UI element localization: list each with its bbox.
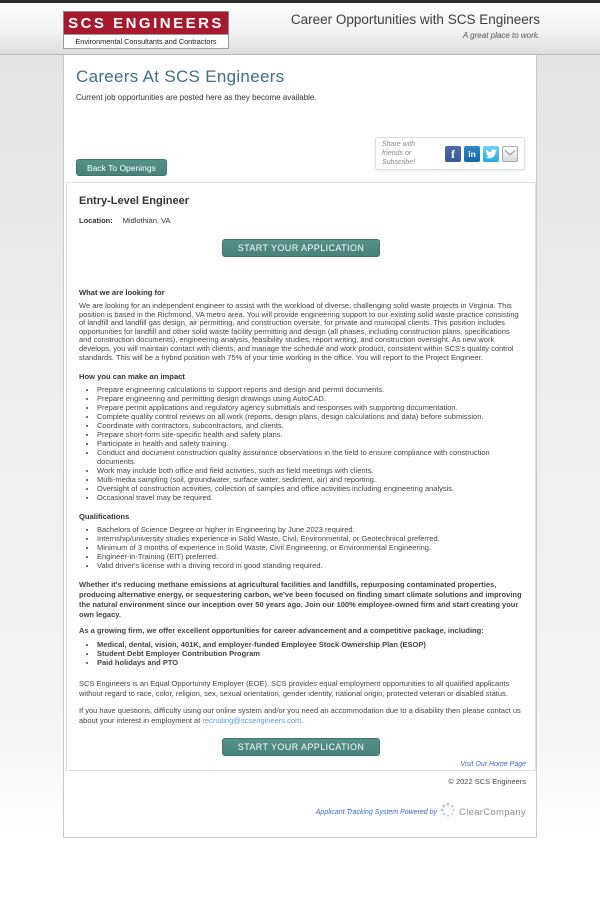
careers-heading: Careers At SCS Engineers xyxy=(76,67,285,86)
contact-paragraph xyxy=(79,706,523,726)
start-application-button-bottom[interactable]: START YOUR APPLICATION xyxy=(222,738,381,756)
section-heading-looking: What we are looking for xyxy=(79,288,165,297)
linkedin-icon[interactable]: in xyxy=(464,146,480,162)
contact-text-suffix: . xyxy=(301,715,304,725)
list-item: • Internship/university studies experience in Solid Waste, Civil, Environmental, or Geotechnical preferred. xyxy=(97,534,523,543)
job-posting xyxy=(66,182,536,771)
benefits-list xyxy=(79,640,523,667)
clearcompany-logo-icon xyxy=(440,802,456,823)
ats-attribution xyxy=(316,802,526,823)
contact-text: If you have questions, difficulty using our online system and/or you need an accommodation due to a disability then please contact us about your interest in employment at xyxy=(79,705,521,725)
list-item: • Occasional travel may be required. xyxy=(97,493,523,502)
clearcompany-wordmark: ClearCompany xyxy=(459,807,526,818)
list-item: • Prepare engineering and permitting design drawings using AutoCAD. xyxy=(97,394,523,403)
logo-title: SCS ENGINEERS xyxy=(63,11,229,34)
page-title: Career Opportunities with SCS Engineers xyxy=(290,12,540,27)
page-tagline: A great place to work. xyxy=(462,31,540,40)
list-item: • Valid driver's license with a driving record in good standing required. xyxy=(97,561,523,570)
section-heading-impact: How you can make an impact xyxy=(79,372,185,382)
list-item: • Bachelors of Science Degree or higher in Engineering by June 2023 required. xyxy=(97,525,523,534)
start-application-button-top[interactable]: START YOUR APPLICATION xyxy=(222,239,381,257)
list-item: • Oversight of construction activities, collection of samples and office activities including engineering analysis. xyxy=(97,484,523,493)
list-item: • Prepare short-form site-specific health and safety plans. xyxy=(97,430,523,439)
list-item: • Prepare engineering calculations to support reports and design and permit documents. xyxy=(97,385,523,394)
ats-powered-by-link[interactable]: Applicant Tracking System Powered by xyxy=(315,809,438,816)
back-to-openings-button[interactable]: Back To Openings xyxy=(76,159,167,176)
location-label: Location: xyxy=(79,216,113,225)
content-panel xyxy=(63,55,537,838)
benefits-intro: As a growing firm, we offer excellent opportunities for career advancement and a competitive package, including: xyxy=(79,626,484,636)
list-item: • Prepare permit applications and regulatory agency submittals and responses with supporting documentation. xyxy=(97,403,523,412)
list-item: • Engineer-in-Training (EIT) preferred. xyxy=(97,552,523,561)
panel-footer xyxy=(316,753,526,823)
location-value: Midlothian, VA xyxy=(122,216,171,225)
share-widget xyxy=(375,137,525,170)
impact-list xyxy=(79,385,523,502)
list-item: • Medical, dental, vision, 401K, and employer-funded Employee Stock Ownership Plan (ESOP) xyxy=(97,640,523,649)
logo-tagline: Environmental Consultants and Contractors xyxy=(63,34,229,49)
site-header xyxy=(0,3,600,55)
looking-paragraph: We are looking for an independent engineer to assist with the workload of diverse, challenging solid waste projects in Virginia. This position is based in the Richmond, VA metro area. You will provide engineering support to our existing solid waste practice consisting of landfill and landfill gas design, air permitting, and construction oversite, for private and municipal clients. This position includes opportunities for landfill and other solid waste facility permitting and design (all phases, including construction plans, specifications and construction documents), engineering analysis, feasibility studies, report writing, and construction oversight. As new work develops, you will maintain contact with clients, and manage the schedule and work product, consistent within SCS's quality control standards. This will be a hybrid position with 75% of your time working in the office. You will report to the Project Engineer. xyxy=(79,301,519,362)
twitter-icon[interactable] xyxy=(483,146,499,162)
list-item: • Paid holidays and PTO xyxy=(97,658,523,667)
section-heading-qualifications: Qualifications xyxy=(79,512,130,522)
share-icons xyxy=(445,146,518,162)
share-label: Share with friends or Subscribe! xyxy=(382,141,416,166)
header-title-block xyxy=(180,12,540,40)
job-location-row xyxy=(79,216,523,225)
copyright-text: © 2022 SCS Engineers xyxy=(448,777,526,786)
careers-intro: Current job opportunities are posted here as they become available. xyxy=(76,93,317,102)
facebook-icon[interactable]: f xyxy=(445,146,461,162)
list-item: • Work may include both office and field activities, such as field meetings with clients. xyxy=(97,466,523,475)
job-title: Entry-Level Engineer xyxy=(79,195,190,207)
qualifications-list xyxy=(79,525,523,570)
list-item: • Participate in health and safety training. xyxy=(97,439,523,448)
home-page-link[interactable]: Visit Our Home Page xyxy=(460,761,526,768)
list-item: • Multi-media sampling (soil, groundwater, surface water, sediment, air) and reporting. xyxy=(97,475,523,484)
mission-paragraph: Whether it's reducing methane emissions at agricultural facilities and landfills, repurposing contaminated properties, producing alternative energy, or sequestering carbon, we've been focused on finding smart climate solutions and improving the natural environment since our inception over 50 years ago. Join our 100% employee-owned firm and start creating your own legacy. xyxy=(79,580,522,620)
eoe-paragraph: SCS Engineers is an Equal Opportunity Employer (EOE). SCS provides equal employment opportunities to all qualified applicants without regard to race, color, religion, sex, sexual orientation, gender identity, national origin, protected veteran or disabled status. xyxy=(79,678,510,698)
list-item: • Complete quality control reviews on all work (reports, design plans, design calculations and data) before submission. xyxy=(97,412,523,421)
recruiting-email-link[interactable]: recruiting@scsengineers.com xyxy=(202,715,302,725)
list-item: • Coordinate with contractors, subcontractors, and clients. xyxy=(97,421,523,430)
email-icon[interactable] xyxy=(502,146,518,162)
list-item: • Student Debt Employer Contribution Program xyxy=(97,649,523,658)
list-item: • Conduct and document construction quality assurance observations in the field to ensure compliance with construction documents. xyxy=(97,448,523,466)
list-item: • Minimum of 3 months of experience in Solid Waste, Civil Engineering, or Environmental Engineering. xyxy=(97,543,523,552)
